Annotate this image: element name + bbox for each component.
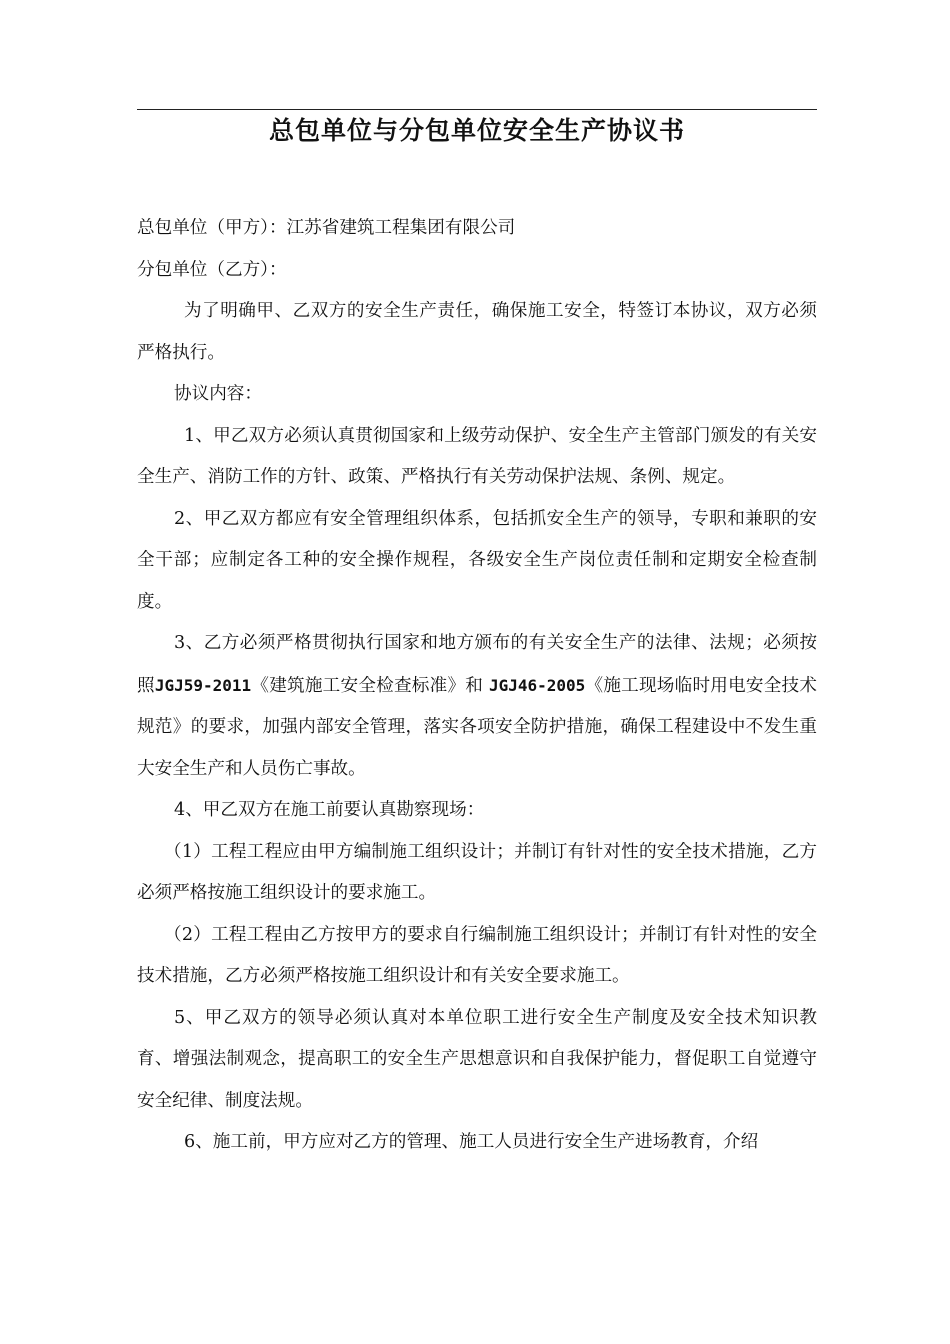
clause-5: 5、甲乙双方的领导必须认真对本单位职工进行安全生产制度及安全技术知识教育、增强法制观念，提高职工的安全生产思想意识和自我保护能力，督促职工自觉遵守安全纪律、制度法规。 — [137, 1007, 817, 1111]
clause-3 — [137, 623, 817, 790]
header-rule — [137, 109, 817, 110]
party-a-line — [137, 208, 817, 250]
document-body — [137, 208, 817, 1164]
clause-4-1: （1）工程工程应由甲方编制施工组织设计；并制订有针对性的安全技术措施，乙方必须严格按施工组织设计的要求施工。 — [137, 841, 817, 903]
clause-4-2: （2）工程工程由乙方按甲方的要求自行编制施工组织设计；并制订有针对性的安全技术措施，乙方必须严格按施工组织设计和有关安全要求施工。 — [137, 924, 817, 986]
clause-4: 4、甲乙双方在施工前要认真勘察现场： — [174, 800, 485, 820]
document-title: 总包单位与分包单位安全生产协议书 — [268, 116, 685, 145]
party-a-label: 总包单位（甲方）： — [137, 218, 287, 238]
clause-2: 2、甲乙双方都应有安全管理组织体系，包括抓安全生产的领导，专职和兼职的安全干部；应制定各工种的安全操作规程，各级安全生产岗位责任制和定期安全检查制度。 — [137, 508, 817, 612]
std-code-jgj59: JGJ59-2011 — [154, 675, 252, 695]
clause-3-part2: 《施工现场临时用电安全技术规范》的要求，加强内部安全管理，落实各项安全防护措施，确保工程建设中不发生重大安全生产和人员伤亡事故。 — [137, 675, 817, 779]
party-b-line: 分包单位（乙方）： — [137, 259, 287, 280]
clause-1: 1、甲乙双方必须认真贯彻国家和上级劳动保护、安全生产主管部门颁发的有关安全生产、消防工作的方针、政策、严格执行有关劳动保护法规、条例、规定。 — [137, 425, 817, 487]
content-heading: 协议内容： — [174, 384, 262, 404]
clause-3-part1: 3、乙方必须严格贯彻执行国家和地方颁布的有关安全生产的法律、法规；必须按照 — [137, 633, 817, 696]
intro-paragraph: 为了明确甲、乙双方的安全生产责任，确保施工安全，特签订本协议，双方必须严格执行。 — [137, 301, 817, 363]
party-a-name: 江苏省建筑工程集团有限公司 — [286, 218, 516, 238]
std-code-jgj46: JGJ46-2005 — [488, 675, 586, 695]
std-name-jgj59: 《建筑施工安全检查标准》和 — [251, 675, 484, 696]
clause-6: 6、施工前，甲方应对乙方的管理、施工人员进行安全生产进场教育，介绍 — [184, 1132, 759, 1152]
